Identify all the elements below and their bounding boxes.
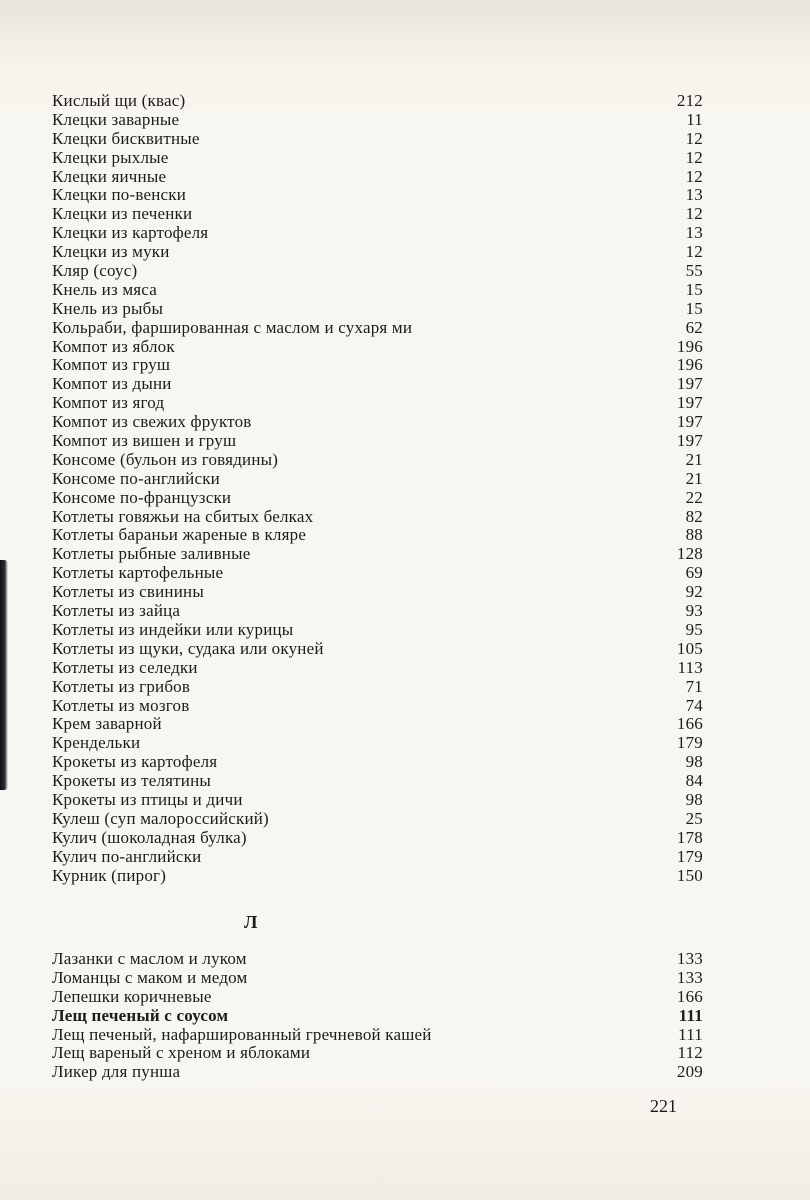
index-entry xyxy=(46,262,711,281)
entry-title: Кулеш (суп малороссийский) xyxy=(52,808,269,828)
entry-title: Котлеты из зайца xyxy=(52,601,181,621)
entry-page: 178 xyxy=(676,827,703,847)
entry-title: Консоме по-английски xyxy=(52,468,220,488)
entry-page: 15 xyxy=(685,279,703,299)
entry-title: Клецки заварные xyxy=(52,109,180,129)
index-entry xyxy=(46,867,711,886)
index-entry xyxy=(46,413,711,432)
entry-title: Кислый щи (квас) xyxy=(52,91,186,110)
index-entry xyxy=(46,432,711,451)
entry-page: 212 xyxy=(676,91,703,110)
entry-page: 71 xyxy=(685,676,703,696)
index-entry xyxy=(46,772,711,791)
index-entry xyxy=(46,394,711,413)
entry-title: Компот из дыни xyxy=(52,374,172,394)
entry-page: 22 xyxy=(685,487,703,507)
index-entry xyxy=(46,1026,711,1045)
entry-page: 197 xyxy=(676,412,703,432)
entry-page: 179 xyxy=(676,733,703,753)
index-entry xyxy=(46,583,711,602)
entry-title: Кольраби, фаршированная с маслом и сухаря ми xyxy=(52,317,413,337)
index-entry xyxy=(46,186,711,205)
entry-title: Компот из свежих фруктов xyxy=(52,412,252,432)
entry-title: Клецки по-венски xyxy=(52,185,187,205)
index-list-k xyxy=(46,92,711,885)
entry-page: 12 xyxy=(685,204,703,224)
index-entry xyxy=(46,810,711,829)
entry-page: 74 xyxy=(685,695,703,715)
entry-title: Клецки рыхлые xyxy=(52,147,169,167)
entry-title: Клецки из картофеля xyxy=(52,223,209,243)
entry-page: 15 xyxy=(685,298,703,318)
index-entry xyxy=(46,697,711,716)
entry-title: Котлеты из мозгов xyxy=(52,695,190,715)
entry-page: 69 xyxy=(685,563,703,583)
index-entry xyxy=(46,1044,711,1063)
index-entry xyxy=(46,149,711,168)
entry-page: 111 xyxy=(678,1024,703,1044)
entry-title: Котлеты рыбные заливные xyxy=(52,544,251,564)
entry-page: 150 xyxy=(676,865,703,885)
entry-title: Лазанки с маслом и луком xyxy=(52,949,247,968)
index-entry xyxy=(46,92,711,111)
index-entry xyxy=(46,848,711,867)
index-entry xyxy=(46,678,711,697)
index-entry xyxy=(46,508,711,527)
entry-page: 209 xyxy=(676,1062,703,1082)
index-entry xyxy=(46,753,711,772)
index-entry xyxy=(46,1007,711,1026)
entry-page: 98 xyxy=(685,789,703,809)
entry-page: 112 xyxy=(677,1043,703,1063)
index-entry xyxy=(46,356,711,375)
index-entry xyxy=(46,621,711,640)
entry-page: 196 xyxy=(676,336,703,356)
entry-title: Кулич (шоколадная булка) xyxy=(52,827,247,847)
index-entry xyxy=(46,375,711,394)
index-entry xyxy=(46,969,711,988)
index-entry xyxy=(46,300,711,319)
entry-title: Котлеты из грибов xyxy=(52,676,191,696)
entry-title: Клецки яичные xyxy=(52,166,167,186)
entry-title: Котлеты бараньи жареные в кляре xyxy=(52,525,307,545)
index-entry xyxy=(46,319,711,338)
entry-page: 95 xyxy=(685,619,703,639)
index-entry xyxy=(46,224,711,243)
entry-title: Кулич по-английски xyxy=(52,846,202,866)
entry-page: 12 xyxy=(685,128,703,148)
index-entry xyxy=(46,791,711,810)
entry-title: Котлеты из индейки или курицы xyxy=(52,619,294,639)
index-entry xyxy=(46,205,711,224)
entry-title: Курник (пирог) xyxy=(52,865,167,885)
entry-page: 12 xyxy=(685,242,703,262)
entry-page: 21 xyxy=(685,449,703,469)
entry-page: 11 xyxy=(686,109,703,129)
entry-title: Компот из вишен и груш xyxy=(52,431,237,451)
entry-page: 12 xyxy=(685,147,703,167)
entry-title: Клецки из муки xyxy=(52,242,170,262)
entry-title: Котлеты картофельные xyxy=(52,563,224,583)
entry-page: 84 xyxy=(685,771,703,791)
index-entry xyxy=(46,829,711,848)
entry-title: Лещ вареный с хреном и яблоками xyxy=(52,1043,311,1063)
entry-title: Ликер для пунша xyxy=(52,1062,181,1082)
entry-title: Кляр (соус) xyxy=(52,261,138,281)
entry-page: 21 xyxy=(685,468,703,488)
entry-title: Лещ печеный, нафаршированный гречневой кашей xyxy=(52,1024,432,1044)
entry-page: 92 xyxy=(685,582,703,602)
entry-page: 105 xyxy=(676,638,703,658)
index-entry xyxy=(46,950,711,969)
index-entry xyxy=(46,451,711,470)
entry-page: 128 xyxy=(676,544,703,564)
binding-edge xyxy=(0,560,8,790)
entry-title: Ломанцы с маком и медом xyxy=(52,967,248,987)
entry-page: 196 xyxy=(676,355,703,375)
entry-page: 13 xyxy=(685,185,703,205)
entry-page: 197 xyxy=(676,374,703,394)
entry-title: Клецки из печенки xyxy=(52,204,193,224)
entry-page: 98 xyxy=(685,752,703,772)
entry-page: 55 xyxy=(685,261,703,281)
entry-title: Кнель из мяса xyxy=(52,279,158,299)
entry-page: 113 xyxy=(677,657,703,677)
entry-title: Крем заварной xyxy=(52,714,162,734)
entry-page: 179 xyxy=(676,846,703,866)
index-entry xyxy=(46,526,711,545)
entry-page: 25 xyxy=(685,808,703,828)
entry-title: Котлеты говяжьи на сбитых белках xyxy=(52,506,314,526)
entry-title: Котлеты из щуки, судака или окуней xyxy=(52,638,324,658)
entry-page: 88 xyxy=(685,525,703,545)
index-entry xyxy=(46,470,711,489)
index-entry xyxy=(46,988,711,1007)
index-entry xyxy=(46,338,711,357)
index-entry xyxy=(46,130,711,149)
entry-title: Консоме (бульон из говядины) xyxy=(52,449,279,469)
page-top-stain xyxy=(0,0,810,60)
index-list-l xyxy=(46,950,711,1082)
entry-title: Лепешки коричневые xyxy=(52,986,212,1006)
entry-page: 62 xyxy=(685,317,703,337)
index-entry xyxy=(46,564,711,583)
index-entry xyxy=(46,602,711,621)
entry-title: Кнель из рыбы xyxy=(52,298,164,318)
entry-title: Крокеты из птицы и дичи xyxy=(52,789,243,809)
entry-title: Крокеты из телятины xyxy=(52,771,212,791)
entry-title: Клецки бисквитные xyxy=(52,128,200,148)
entry-title: Консоме по-французски xyxy=(52,487,232,507)
entry-title: Котлеты из свинины xyxy=(52,582,204,602)
index-entry xyxy=(46,168,711,187)
index-entry xyxy=(46,715,711,734)
entry-page: 133 xyxy=(676,967,703,987)
entry-page: 13 xyxy=(685,223,703,243)
entry-page: 166 xyxy=(676,986,703,1006)
entry-title: Компот из ягод xyxy=(52,393,165,413)
entry-page: 111 xyxy=(678,1005,703,1025)
index-entry xyxy=(46,1063,711,1082)
index-entry xyxy=(46,545,711,564)
index-entry xyxy=(46,489,711,508)
entry-page: 93 xyxy=(685,601,703,621)
entry-title: Крокеты из картофеля xyxy=(52,752,218,772)
entry-page: 197 xyxy=(676,393,703,413)
section-heading-l: Л xyxy=(244,912,258,932)
entry-page: 166 xyxy=(676,714,703,734)
entry-page: 197 xyxy=(676,431,703,451)
index-entry xyxy=(46,640,711,659)
entry-page: 133 xyxy=(676,949,703,968)
entry-title: Котлеты из селедки xyxy=(52,657,198,677)
index-entry xyxy=(46,734,711,753)
entry-title: Компот из яблок xyxy=(52,336,175,356)
entry-page: 12 xyxy=(685,166,703,186)
index-entry xyxy=(46,243,711,262)
entry-page: 82 xyxy=(685,506,703,526)
index-entry xyxy=(46,111,711,130)
page-number: 221 xyxy=(650,1096,677,1116)
entry-title: Крендельки xyxy=(52,733,141,753)
entry-title: Лещ печеный с соусом xyxy=(52,1005,229,1025)
index-entry xyxy=(46,281,711,300)
index-entry xyxy=(46,659,711,678)
entry-title: Компот из груш xyxy=(52,355,171,375)
